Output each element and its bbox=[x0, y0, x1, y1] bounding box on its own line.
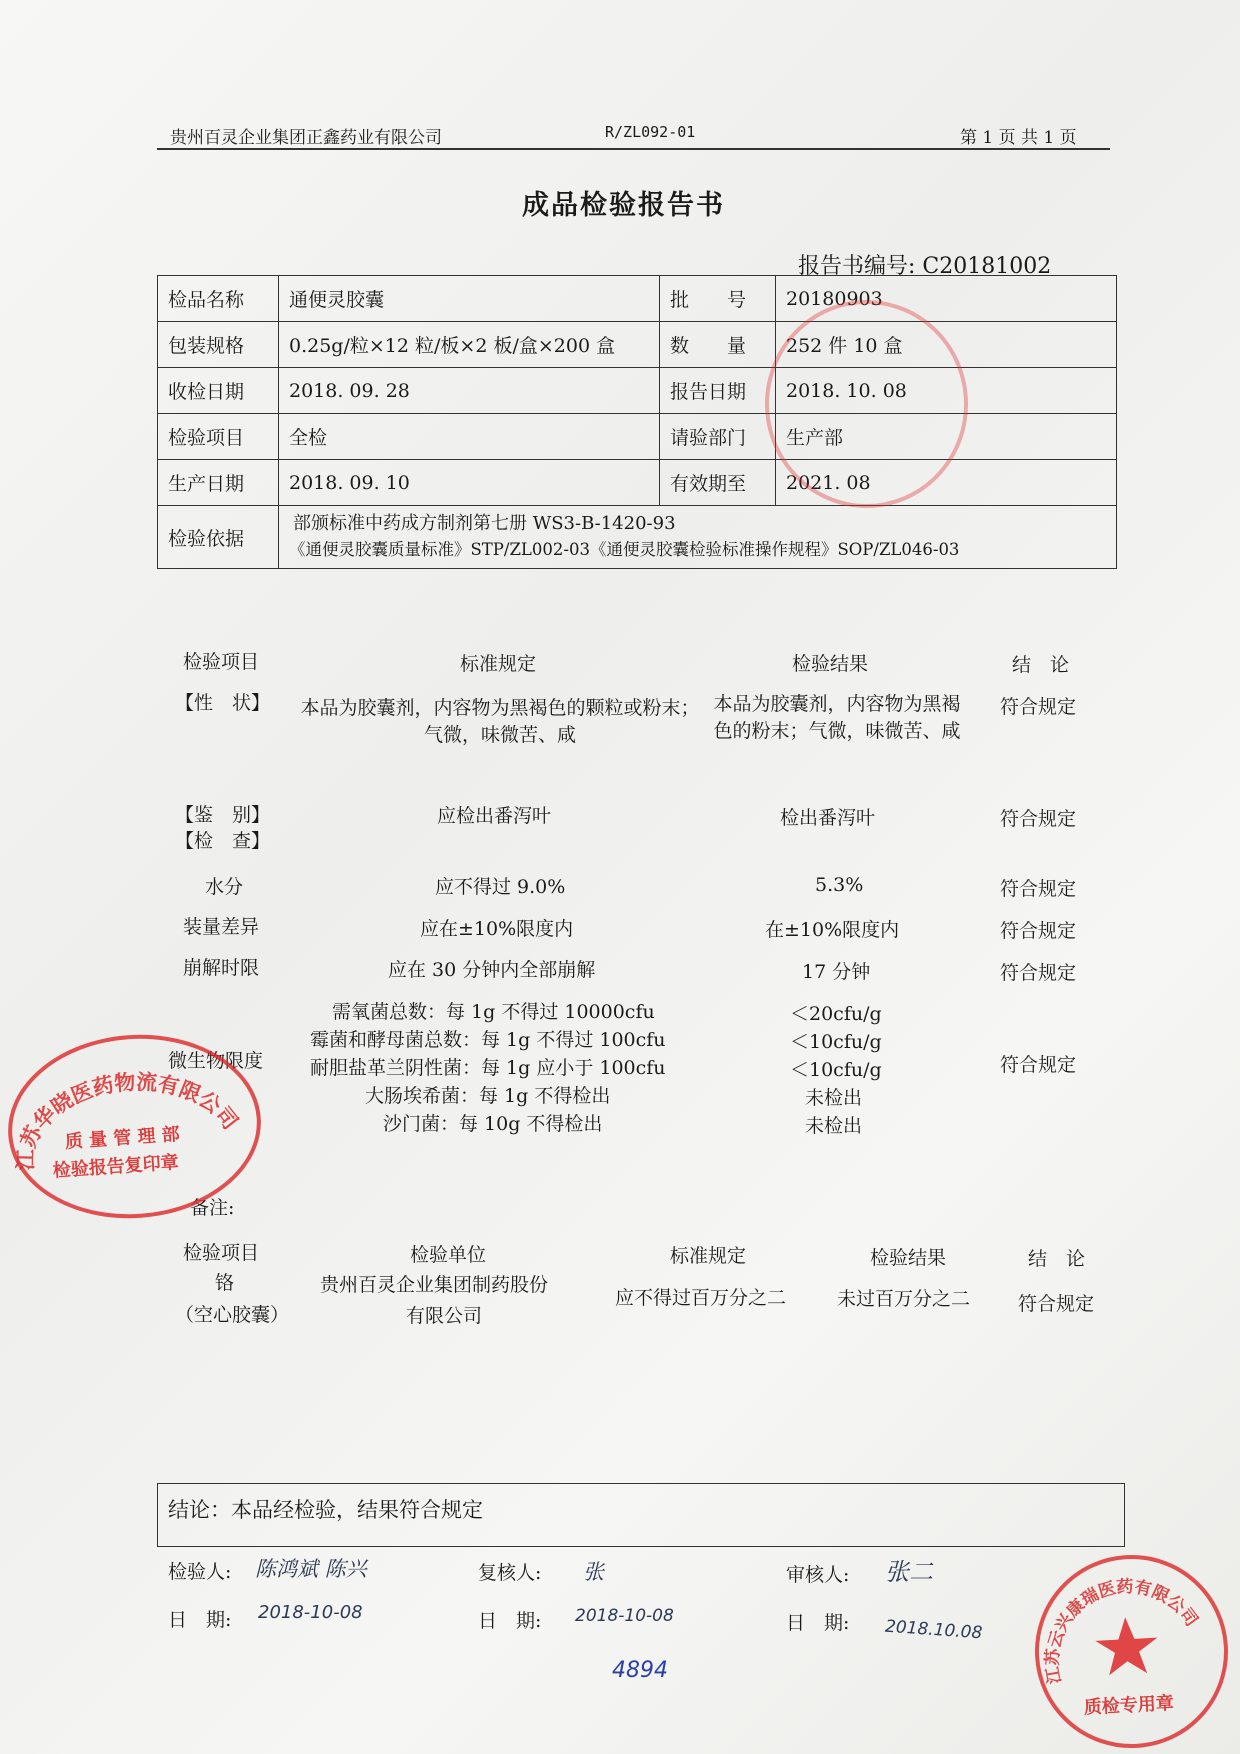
remarks-header-unit: 检验单位 bbox=[410, 1244, 487, 1266]
inspector-date: 2018-10-08 bbox=[258, 1602, 363, 1623]
faint-inspection-stamp bbox=[765, 300, 968, 508]
results-header-standard: 标准规定 bbox=[460, 653, 537, 675]
moisture-item: 水分 bbox=[205, 876, 244, 898]
expiry-value: 2021. 08 bbox=[776, 460, 1117, 506]
copy-seal-line-1: 质 量 管 理 部 bbox=[64, 1123, 181, 1153]
identification-standard: 应检出番泻叶 bbox=[437, 805, 552, 827]
batch-label: 批 号 bbox=[660, 276, 776, 322]
basis-value bbox=[279, 506, 1117, 569]
report-date-value: 2018. 10. 08 bbox=[776, 368, 1117, 414]
results-header-conclusion: 结 论 bbox=[1012, 654, 1070, 676]
basis-line-2: 《通便灵胶囊质量标准》STP/ZL002-03《通便灵胶囊检验标准操作规程》SOP/ZL046-03 bbox=[289, 540, 960, 559]
microbial-standard: 霉菌和酵母菌总数：每 1g 不得过 100cfu bbox=[310, 1029, 666, 1051]
basis-line-1: 部颁标准中药成方制剂第七册 WS3-B-1420-93 bbox=[293, 513, 676, 534]
reviewer-date: 2018-10-08 bbox=[575, 1606, 674, 1626]
microbial-standard: 大肠埃希菌：每 1g 不得检出 bbox=[365, 1085, 611, 1107]
remarks-standard: 应不得过百万分之二 bbox=[615, 1287, 787, 1309]
conclusion-text: 结论：本品经检验，结果符合规定 bbox=[168, 1498, 483, 1522]
table-row bbox=[158, 322, 1117, 368]
quantity-value: 252 件 10 盒 bbox=[776, 322, 1117, 368]
microbial-result: ＜10cfu/g bbox=[790, 1059, 882, 1081]
fill-variation-conclusion: 符合规定 bbox=[1000, 920, 1077, 942]
document-title: 成品检验报告书 bbox=[522, 190, 725, 221]
batch-value: 20180903 bbox=[776, 276, 1117, 322]
appearance-standard: 本品为胶囊剂，内容物为黑褐色的颗粒或粉末；气微，味微苦、咸 bbox=[300, 697, 700, 746]
basis-label: 检验依据 bbox=[158, 506, 279, 569]
fill-variation-item: 装量差异 bbox=[183, 916, 260, 938]
microbial-standard: 需氧菌总数：每 1g 不得过 10000cfu bbox=[332, 1001, 655, 1023]
approver-signature: 张二 bbox=[885, 1558, 933, 1586]
reviewer-label: 复核人: bbox=[478, 1562, 542, 1584]
disintegration-standard: 应在 30 分钟内全部崩解 bbox=[388, 959, 596, 981]
microbial-result: 未检出 bbox=[805, 1087, 863, 1109]
remarks-unit-line-1: 贵州百灵企业集团制药股份 bbox=[320, 1274, 549, 1296]
report-number: 报告书编号: C20181002 bbox=[798, 254, 1052, 279]
moisture-conclusion: 符合规定 bbox=[1000, 878, 1077, 900]
disintegration-result: 17 分钟 bbox=[802, 961, 871, 983]
fill-variation-result: 在±10%限度内 bbox=[765, 919, 900, 941]
test-item-value: 全检 bbox=[279, 414, 660, 460]
disintegration-conclusion: 符合规定 bbox=[1000, 962, 1077, 984]
inspector-signature: 陈鸿斌 陈兴 bbox=[255, 1557, 367, 1581]
reviewer-signature: 张 bbox=[583, 1560, 604, 1584]
approver-label: 审核人: bbox=[786, 1564, 850, 1586]
table-row bbox=[158, 276, 1117, 322]
inspector-date-label: 日 期: bbox=[168, 1609, 232, 1631]
copy-seal-stamp bbox=[2, 1026, 267, 1226]
qc-seal-text: 质检专用章 bbox=[1083, 1692, 1175, 1719]
appearance-item: 【性 状】 bbox=[175, 692, 271, 714]
receive-date-label: 收检日期 bbox=[158, 368, 279, 414]
inspector-label: 检验人: bbox=[168, 1561, 232, 1583]
table-row bbox=[158, 414, 1117, 460]
production-date-label: 生产日期 bbox=[158, 460, 279, 506]
identification-item: 【鉴 别】 bbox=[175, 804, 271, 826]
header-rule bbox=[157, 148, 1110, 150]
test-item-label: 检验项目 bbox=[158, 414, 279, 460]
report-date-label: 报告日期 bbox=[660, 368, 776, 414]
microbial-result: ＜20cfu/g bbox=[790, 1003, 882, 1025]
expiry-label: 有效期至 bbox=[660, 460, 776, 506]
copy-seal-line-2: 检验报告复印章 bbox=[52, 1152, 180, 1182]
identification-conclusion: 符合规定 bbox=[1000, 808, 1077, 830]
handwritten-note: 4894 bbox=[612, 1658, 668, 1683]
remarks-header-standard: 标准规定 bbox=[670, 1245, 747, 1267]
qc-seal-ring-text: 江苏云兴康瑞医药有限公司 bbox=[1042, 1577, 1202, 1686]
microbial-standard: 沙门菌：每 10g 不得检出 bbox=[383, 1113, 603, 1135]
results-header-item: 检验项目 bbox=[183, 651, 260, 673]
moisture-standard: 应不得过 9.0% bbox=[435, 876, 566, 898]
remarks-unit-line-2: 有限公司 bbox=[406, 1305, 483, 1327]
qc-seal-stamp bbox=[1030, 1550, 1233, 1753]
microbial-item: 微生物限度 bbox=[168, 1050, 264, 1072]
microbial-result: 未检出 bbox=[805, 1115, 863, 1137]
remarks-header-conclusion: 结 论 bbox=[1028, 1248, 1086, 1270]
microbial-conclusion: 符合规定 bbox=[1000, 1054, 1077, 1076]
remarks-header-result: 检验结果 bbox=[870, 1247, 947, 1269]
remarks-item-name: 铬 bbox=[215, 1272, 235, 1294]
requesting-dept-label: 请验部门 bbox=[660, 414, 776, 460]
star-icon bbox=[1094, 1616, 1159, 1676]
package-spec-label: 包装规格 bbox=[158, 322, 279, 368]
quantity-label: 数 量 bbox=[660, 322, 776, 368]
remarks-label: 备注: bbox=[190, 1197, 235, 1219]
remarks-result: 未过百万分之二 bbox=[837, 1288, 971, 1310]
product-name-value: 通便灵胶囊 bbox=[279, 276, 660, 322]
receive-date-value: 2018. 09. 28 bbox=[279, 368, 660, 414]
table-row bbox=[158, 506, 1117, 569]
production-date-value: 2018. 09. 10 bbox=[279, 460, 660, 506]
product-info-table bbox=[157, 275, 1117, 569]
appearance-result: 本品为胶囊剂，内容物为黑褐色的粉末；气微，味微苦、咸 bbox=[713, 693, 961, 742]
appearance-conclusion: 符合规定 bbox=[1000, 696, 1077, 718]
microbial-standard: 耐胆盐革兰阴性菌：每 1g 应小于 100cfu bbox=[310, 1057, 666, 1079]
identification-result: 检出番泻叶 bbox=[780, 807, 876, 829]
table-row bbox=[158, 368, 1117, 414]
disintegration-item: 崩解时限 bbox=[183, 957, 260, 979]
remarks-header-item: 检验项目 bbox=[183, 1242, 260, 1264]
reviewer-date-label: 日 期: bbox=[478, 1610, 542, 1632]
document-code: R/ZL092-01 bbox=[605, 123, 696, 141]
approver-date: 2018.10.08 bbox=[884, 1616, 983, 1644]
moisture-result: 5.3% bbox=[815, 874, 864, 896]
requesting-dept-value: 生产部 bbox=[776, 414, 1117, 460]
page-indicator: 第 1 页 共 1 页 bbox=[960, 128, 1077, 148]
fill-variation-standard: 应在±10%限度内 bbox=[420, 918, 574, 940]
package-spec-value: 0.25g/粒×12 粒/板×2 板/盒×200 盒 bbox=[279, 322, 660, 368]
remarks-item-note: （空心胶囊） bbox=[175, 1304, 290, 1326]
copy-seal-ring-text: 江苏华晓医药物流有限公司 bbox=[13, 1069, 243, 1171]
approver-date-label: 日 期: bbox=[786, 1612, 850, 1634]
table-row bbox=[158, 460, 1117, 506]
inspection-section-label: 【检 查】 bbox=[175, 830, 271, 852]
microbial-result: ＜10cfu/g bbox=[790, 1031, 882, 1053]
product-name-label: 检品名称 bbox=[158, 276, 279, 322]
results-header-result: 检验结果 bbox=[792, 653, 869, 675]
company-name: 贵州百灵企业集团正鑫药业有限公司 bbox=[170, 128, 442, 148]
remarks-conclusion: 符合规定 bbox=[1018, 1293, 1095, 1315]
